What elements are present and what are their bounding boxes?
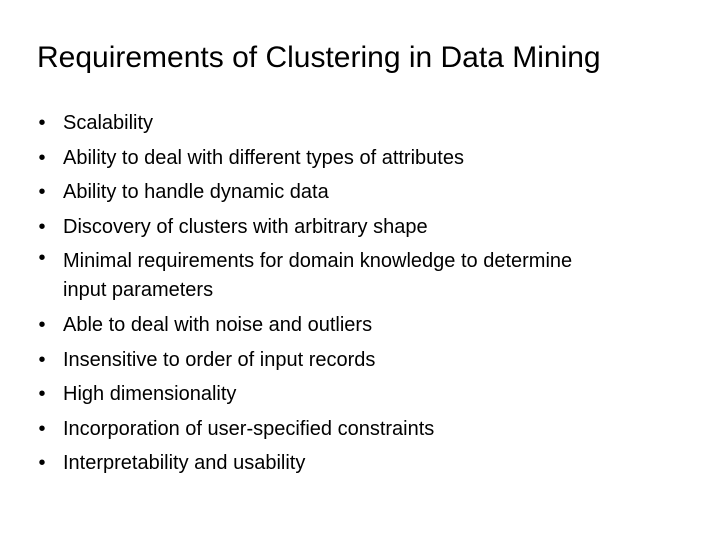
bullet-icon: •	[38, 146, 46, 169]
bullet-item	[36, 343, 596, 378]
bullet-icon: •	[38, 452, 46, 474]
bullet-item	[36, 210, 596, 245]
bullet-item	[36, 141, 596, 176]
bullet-icon: •	[38, 314, 46, 336]
bullet-text: Insensitive to order of input records	[63, 348, 376, 371]
bullet-text: Discovery of clusters with arbitrary shape	[63, 215, 428, 238]
bullet-icon: •	[38, 215, 46, 238]
bullet-icon: •	[38, 181, 46, 203]
bullet-item	[36, 308, 596, 343]
bullet-text: Ability to handle dynamic data	[63, 181, 329, 203]
bullet-text: High dimensionality	[63, 383, 237, 405]
bullet-item	[36, 377, 596, 412]
bullet-text: Interpretability and usability	[63, 452, 306, 474]
bullet-icon: •	[38, 383, 46, 405]
bullet-list	[36, 106, 596, 481]
bullet-text: Incorporation of user-specified constraints	[63, 417, 435, 440]
bullet-item	[36, 446, 596, 481]
bullet-icon: •	[38, 247, 46, 269]
bullet-item	[36, 175, 596, 210]
bullet-text: Minimal requirements for domain knowledge to determine input parameters	[63, 250, 573, 301]
bullet-text: Scalability	[63, 112, 154, 134]
slide-title: Requirements of Clustering in Data Mining	[37, 41, 601, 74]
bullet-item	[36, 412, 596, 447]
bullet-icon: •	[38, 417, 46, 440]
bullet-icon: •	[38, 348, 46, 371]
bullet-icon: •	[38, 112, 46, 134]
bullet-text: Ability to deal with different types of attributes	[63, 146, 464, 169]
bullet-item	[36, 106, 596, 141]
bullet-item	[36, 244, 596, 308]
bullet-text: Able to deal with noise and outliers	[63, 314, 373, 336]
